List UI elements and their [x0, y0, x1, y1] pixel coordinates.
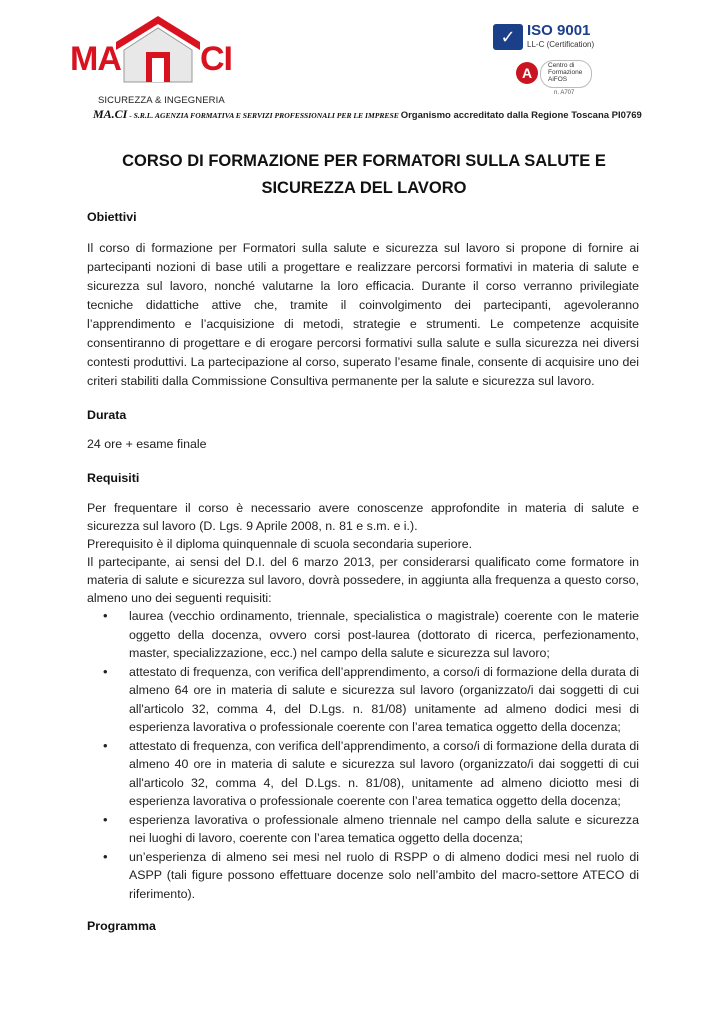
maci-logo — [66, 12, 238, 92]
obiettivi-heading: Obiettivi — [87, 210, 137, 224]
requisiti-list — [87, 607, 639, 903]
aifos-text: Centro di Formazione AiFOS — [548, 62, 583, 83]
bullet-icon: • — [103, 811, 108, 827]
bullet-icon: • — [103, 663, 108, 679]
iso-certification-badge — [493, 22, 611, 52]
title-line-2: SICUREZZA DEL LAVORO — [261, 179, 467, 197]
document-body — [87, 210, 639, 933]
page-title — [88, 148, 640, 202]
list-item-text: attestato di frequenza, con verifica dell’apprendimento, a corso/i di formazione della durata di almeno 40 ore in materia di salute e sicurezza sul lavoro (organizzato/i dai soggetti di cui all'articolo 32, comma 4, del D.Lgs. n. 81/08), unitamente ad almeno diciotto mesi di esperienza lavorativa o professionale coerente con l’area tematica oggetto della docenza; — [129, 738, 639, 808]
iso-title: ISO 9001 — [527, 22, 591, 39]
title-line-1: CORSO DI FORMAZIONE PER FORMATORI SULLA SALUTE E — [122, 152, 606, 170]
list-item — [87, 607, 639, 663]
list-item-text: esperienza lavorativa o professionale almeno triennale nel campo della salute e sicurezza nei luoghi di lavoro, coerente con l’area tematica oggetto della docenza; — [129, 812, 639, 845]
aifos-badge — [516, 60, 596, 98]
logo-text-ci: CI — [200, 40, 232, 78]
list-item — [87, 737, 639, 811]
logo-subtitle: SICUREZZA & INGEGNERIA — [98, 95, 225, 106]
tagline-srl: - S.R.L. AGENZIA FORMATIVA E SERVIZI PROFESSIONALI PER LE IMPRESE — [127, 111, 401, 120]
list-item-text: attestato di frequenza, con verifica dell’apprendimento, a corso/i di formazione della durata di almeno 64 ore in materia di salute e sicurezza sul lavoro (organizzato/i dai soggetti di cui all'articolo 32, comma 4, del D.Lgs. n. 81/08) unitamente ad almeno dodici mesi di esperienza lavorativa o professionale coerente con l’area tematica oggetto della docenza; — [129, 664, 639, 734]
tagline-accreditation: Organismo accreditato dalla Regione Toscana PI0769 — [400, 110, 642, 121]
requisiti-paragraph-1: Per frequentare il corso è necessario avere conoscenze approfondite in materia di salute e sicurezza sul lavoro (D. Lgs. 9 Aprile 2008, n. 81 e s.m. e i.). — [87, 501, 639, 533]
logo-text-ma: MA — [70, 40, 121, 78]
iso-subtitle: LL-C (Certification) — [527, 40, 595, 49]
requisiti-paragraph-3: Il partecipante, ai sensi del D.I. del 6 marzo 2013, per considerarsi qualificato come formatore in materia di salute e sicurezza sul lavoro, dovrà possedere, in aggiunta alla frequenza a questo corso, almeno uno dei seguenti requisiti: — [87, 555, 639, 605]
obiettivi-paragraph: Il corso di formazione per Formatori sulla salute e sicurezza sul lavoro si propone di fornire ai partecipanti nozioni di base utili a progettare e realizzare percorsi formativi in materia di salute e sicurezza sul lavoro, nonché valutarne la loro efficacia. Durante il corso verranno privilegiate tecniche didattiche attive che, tramite il coinvolgimento dei partecipanti, agevoleranno l’apprendimento e l’acquisizione di metodi, strategie e strumenti. Le competenze acquisite consentiranno di progettare e di erogare percorsi formativi sulla salute e sulla sicurezza nei diversi contesti produttivi. La partecipazione al corso, superato l’esame finale, consente di acquisire uno dei criteri stabiliti dalla Commissione Consultiva permanente per la salute e sicurezza sul lavoro. — [87, 241, 639, 388]
programma-heading: Programma — [87, 919, 156, 933]
bullet-icon: • — [103, 608, 108, 623]
durata-heading: Durata — [87, 408, 127, 422]
aifos-logo-icon: A — [516, 62, 538, 84]
durata-paragraph: 24 ore + esame finale — [87, 437, 207, 451]
list-item — [87, 663, 639, 737]
list-item — [87, 811, 639, 848]
requisiti-paragraph-2: Prerequisito è il diploma quinquennale di scuola secondaria superiore. — [87, 537, 473, 551]
company-tagline — [93, 107, 713, 122]
page-header — [0, 0, 724, 130]
list-item-text: un’esperienza di almeno sei mesi nel ruolo di RSPP o di almeno dodici mesi nel ruolo di ASPP (tali figure possono effettuare docenze solo nell’ambito del macro-settore ATECO di riferimento). — [129, 849, 639, 901]
list-item — [87, 848, 639, 904]
tagline-company: MA.CI — [93, 107, 128, 121]
bullet-icon: • — [103, 737, 108, 753]
aifos-number: n. A707 — [554, 90, 575, 96]
bullet-icon: • — [103, 848, 108, 864]
checkmark-icon: ✓ — [493, 24, 523, 50]
list-item-text: laurea (vecchio ordinamento, triennale, specialistica o magistrale) coerente con le materie oggetto della docenza, ovvero corsi post-laurea (dottorato di ricerca, perfezionamento, master, specializzazione, ecc.) nel campo della salute e sicurezza sul lavoro; — [129, 609, 639, 660]
requisiti-heading: Requisiti — [87, 471, 140, 485]
